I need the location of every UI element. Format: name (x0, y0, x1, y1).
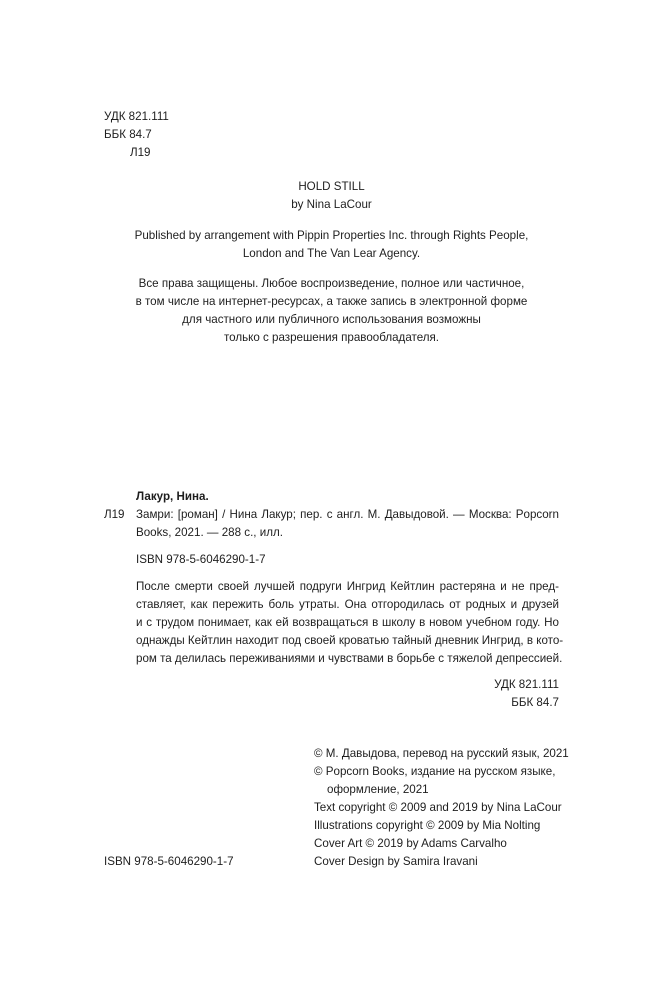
rights-notice (104, 275, 559, 347)
copyright-text: Text copyright © 2009 and 2019 by Nina LaCour (314, 801, 562, 814)
catalog-description-line-2: Books, 2021. — 288 с., илл. (136, 526, 283, 539)
top-classification-codes (104, 108, 169, 162)
annotation-line: ставляет, как пережить боль утраты. Она отгородилась от родных и друзей (136, 598, 559, 611)
catalog-annotation (104, 578, 564, 668)
catalog-author-mark: Л19 (104, 508, 125, 521)
rights-line-2: в том числе на интернет-ресурсах, а также запись в электронной форме (135, 295, 528, 308)
catalog-bbk: ББК 84.7 (511, 696, 559, 709)
original-title: HOLD STILL (298, 180, 365, 193)
copyright-cover-design: Cover Design by Samira Iravani (314, 855, 478, 868)
catalog-udk: УДК 821.111 (494, 678, 559, 691)
original-author: by Nina LaCour (291, 198, 372, 211)
catalog-isbn: ISBN 978-5-6046290-1-7 (136, 553, 266, 566)
bbk-code: ББК 84.7 (104, 128, 152, 141)
bottom-isbn: ISBN 978-5-6046290-1-7 (104, 855, 234, 868)
copyright-block (314, 745, 569, 871)
rights-line-4: только с разрешения правообладателя. (223, 331, 440, 344)
annotation-line: ром та делилась переживаниями и чувствами в борьбе с тяжелой депрессией. (136, 652, 563, 665)
rights-line-1: Все права защищены. Любое воспроизведение, полное или частичное, (138, 277, 525, 290)
annotation-line: После смерти своей лучшей подруги Ингрид Кейтлин растеряна и не пред- (136, 580, 559, 593)
title-block (104, 178, 559, 214)
arrangement-line-2: London and The Van Lear Agency. (242, 247, 421, 260)
annotation-line: и с трудом понимает, как ей возвращаться в школу в новом учебном году. Но (136, 616, 559, 629)
copyright-cover-art: Cover Art © 2019 by Adams Carvalho (314, 837, 507, 850)
arrangement-line-1: Published by arrangement with Pippin Properties Inc. through Rights People, (134, 229, 529, 242)
copyright-edition-cont: оформление, 2021 (327, 783, 429, 796)
copyright-edition: © Popcorn Books, издание на русском языке, (314, 765, 556, 778)
catalog-heading: Лакур, Нина. (136, 490, 209, 503)
udk-code: УДК 821.111 (104, 110, 169, 123)
catalog-description-line-1: Замри: [роман] / Нина Лакур; пер. с англ. М. Давыдовой. — Москва: Popcorn (136, 508, 559, 521)
annotation-line: однажды Кейтлин находит под своей кроватью тайный дневник Ингрид, в кото- (136, 634, 564, 647)
rights-line-3: для частного или публичного использования возможны (182, 313, 481, 326)
catalog-record (104, 488, 564, 712)
arrangement-notice (104, 227, 559, 263)
copyright-illustrations: Illustrations copyright © 2009 by Mia Nolting (314, 819, 541, 832)
author-mark: Л19 (130, 146, 151, 159)
copyright-translation: © М. Давыдова, перевод на русский язык, 2021 (314, 747, 569, 760)
